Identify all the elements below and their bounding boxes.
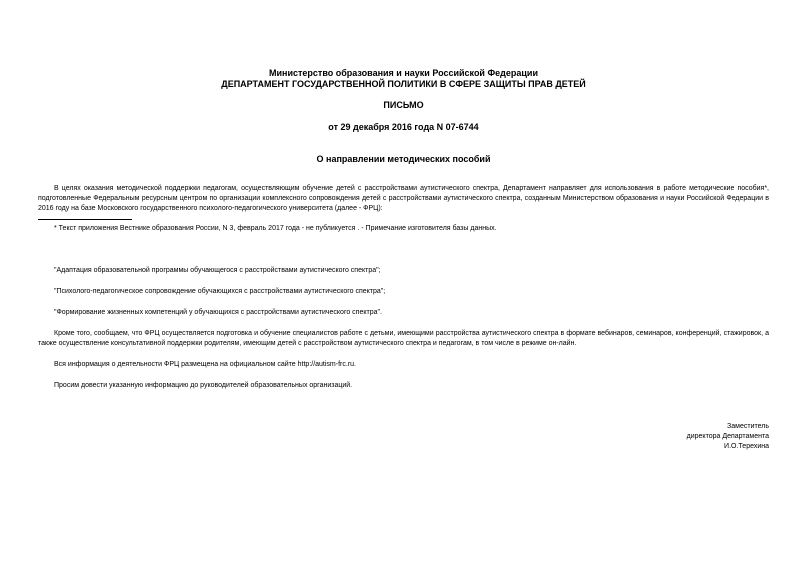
department-name: ДЕПАРТАМЕНТ ГОСУДАРСТВЕННОЙ ПОЛИТИКИ В СФЕРЕ ЗАЩИТЫ ПРАВ ДЕТЕЙ	[221, 79, 586, 89]
list-item: "Адаптация образовательной программы обучающегося с расстройствами аутистического спектра";	[54, 267, 381, 274]
document-subject: О направлении методических пособий	[316, 154, 491, 164]
footnote: * Текст приложения Вестнике образования России, N 3, февраль 2017 года - не публикуется . - Примечание изготовителя базы данных.	[54, 225, 497, 232]
ministry-name: Министерство образования и науки Российской Федерации	[269, 68, 538, 78]
document-date-number: от 29 декабря 2016 года N 07-6744	[328, 122, 479, 132]
signature-department: директора Департамента	[686, 433, 769, 440]
footnote-divider	[38, 219, 132, 220]
signature-position: Заместитель	[727, 423, 769, 430]
training-paragraph: Кроме того, сообщаем, что ФРЦ осуществляется подготовка и обучение специалистов работе с детьми, имеющими расстройства аутистического спектра в формате вебинаров, семинаров, конференций, стажировок, а также осуществление консультативной поддержки родителям, имеющим детей с расстройством аутистического спектра и педагогам, в том числе в режиме он-лайн.	[38, 330, 769, 347]
list-item: "Формирование жизненных компетенций у обучающихся с расстройствами аутистического спектра".	[54, 309, 382, 316]
request-paragraph: Просим довести указанную информацию до руководителей образовательных организаций.	[54, 382, 353, 389]
website-paragraph: Вся информация о деятельности ФРЦ размещена на официальном сайте http://autism-frc.ru.	[54, 361, 356, 368]
document-type: ПИСЬМО	[383, 100, 424, 110]
intro-paragraph: В целях оказания методической поддержки педагогам, осуществляющим обучение детей с расстройствами аутистического спектра, Департамент направляет для использования в работе методические пособия*, подготовленные Федеральным ресурсным центром по организации комплексного сопровождения детей с расстройствами аутистического спектра, созданным Министерством образования и науки Российской Федерации в 2016 году на базе Московского государственного психолого-педагогического университета (далее - ФРЦ):	[38, 185, 769, 212]
signature-name: И.О.Терехина	[724, 443, 769, 450]
list-item: "Психолого-педагогическое сопровождение обучающихся с расстройствами аутистического спектра";	[54, 288, 386, 295]
